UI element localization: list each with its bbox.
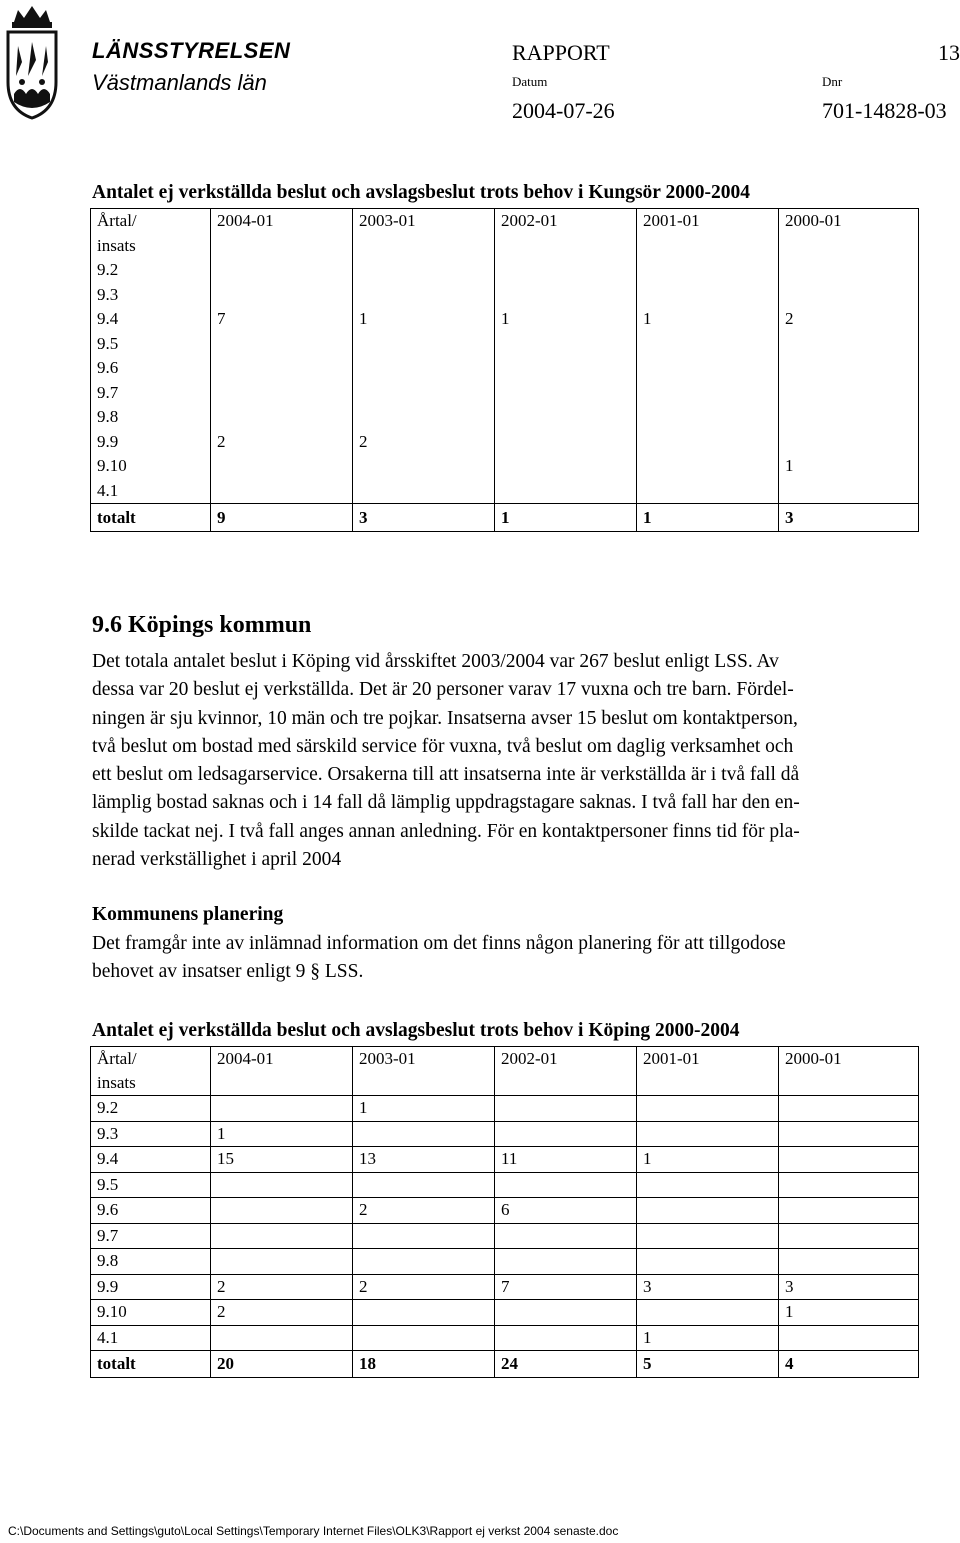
total-cell: 1 xyxy=(637,504,779,532)
table-cell xyxy=(779,356,919,381)
table-cell: 1 xyxy=(637,307,779,332)
total-cell: 9 xyxy=(211,504,353,532)
row-label-cell: 9.9 xyxy=(91,1274,211,1300)
organization-name: LÄNSSTYRELSEN xyxy=(92,38,291,63)
row-label-cell: 9.9 xyxy=(91,430,211,455)
row-label-cell: 9.10 xyxy=(91,1300,211,1326)
document-type: RAPPORT xyxy=(512,40,610,65)
column-header: 2004-01 xyxy=(211,209,353,259)
table-cell: 1 xyxy=(353,1096,495,1122)
table-cell xyxy=(211,1096,353,1122)
table-row xyxy=(91,479,919,504)
table-cell xyxy=(779,1198,919,1224)
column-header: 2000-01 xyxy=(779,1047,919,1096)
paragraph-line: lämplig bostad saknas och i 14 fall då lämplig uppdragstagare saknas. I två fall har den en- xyxy=(92,792,800,814)
table-row xyxy=(91,1274,919,1300)
table-cell xyxy=(353,405,495,430)
total-cell: 5 xyxy=(637,1351,779,1378)
table-cell xyxy=(211,1198,353,1224)
table-row xyxy=(91,381,919,406)
total-cell: 20 xyxy=(211,1351,353,1378)
table-row xyxy=(91,1096,919,1122)
paragraph-line: behovet av insatser enligt 9 § LSS. xyxy=(92,961,364,983)
table-cell xyxy=(779,1096,919,1122)
table-cell: 1 xyxy=(779,454,919,479)
row-label-cell: 4.1 xyxy=(91,479,211,504)
table-cell xyxy=(353,381,495,406)
paragraph-line: skilde tackat nej. I två fall anges annan anledning. För en kontaktpersoner finns tid för pla- xyxy=(92,820,800,842)
table-cell xyxy=(211,332,353,357)
table-cell xyxy=(211,454,353,479)
table-row xyxy=(91,454,919,479)
table-cell xyxy=(779,479,919,504)
document-dnr: 701-14828-03 xyxy=(822,98,947,123)
table-cell xyxy=(779,332,919,357)
column-header: 2003-01 xyxy=(353,1047,495,1096)
table-cell: 1 xyxy=(353,307,495,332)
row-label-cell: 4.1 xyxy=(91,1325,211,1351)
row-label-cell: 9.2 xyxy=(91,1096,211,1122)
row-label-cell: 9.4 xyxy=(91,307,211,332)
county-coat-of-arms-logo xyxy=(2,2,62,120)
table-cell xyxy=(495,1096,637,1122)
table-cell xyxy=(637,1172,779,1198)
planning-heading: Kommunens planering xyxy=(92,904,284,925)
table-cell: 2 xyxy=(211,1300,353,1326)
table-cell xyxy=(353,332,495,357)
paragraph-line: ett beslut om ledsagarservice. Orsakerna till att insatserna inte är verkställda är i två fall då xyxy=(92,764,800,786)
table-cell xyxy=(495,1223,637,1249)
table-cell xyxy=(637,430,779,455)
table-cell: 2 xyxy=(211,430,353,455)
table-cell xyxy=(353,258,495,283)
organization-county: Västmanlands län xyxy=(92,70,267,95)
table-cell xyxy=(779,1121,919,1147)
table-cell xyxy=(637,479,779,504)
table-cell xyxy=(779,1325,919,1351)
table-cell: 1 xyxy=(637,1147,779,1173)
koping-table xyxy=(90,1046,919,1378)
table-cell xyxy=(211,1249,353,1275)
table-row xyxy=(91,1172,919,1198)
table-cell: 1 xyxy=(211,1121,353,1147)
column-header: 2000-01 xyxy=(779,209,919,259)
table-cell xyxy=(637,405,779,430)
row-label-cell: 9.7 xyxy=(91,381,211,406)
table-cell xyxy=(779,1223,919,1249)
table-cell xyxy=(495,356,637,381)
paragraph-line: dessa var 20 beslut ej verkställda. Det är 20 personer varav 17 vuxna och tre barn. Fördel- xyxy=(92,679,794,701)
table-cell xyxy=(211,356,353,381)
dnr-label: Dnr xyxy=(822,74,843,89)
table-cell xyxy=(779,1172,919,1198)
table-cell xyxy=(779,381,919,406)
table-cell xyxy=(495,1325,637,1351)
table-cell xyxy=(637,381,779,406)
table-cell xyxy=(353,356,495,381)
table-cell xyxy=(495,479,637,504)
table-cell xyxy=(637,1249,779,1275)
table-cell xyxy=(495,454,637,479)
table-cell xyxy=(495,381,637,406)
table-cell: 7 xyxy=(495,1274,637,1300)
total-cell: 3 xyxy=(353,504,495,532)
table-cell xyxy=(353,283,495,308)
row-label-cell: 9.5 xyxy=(91,1172,211,1198)
total-cell: 3 xyxy=(779,504,919,532)
total-cell: 24 xyxy=(495,1351,637,1378)
column-header: 2004-01 xyxy=(211,1047,353,1096)
table-cell xyxy=(211,1172,353,1198)
row-label-cell: 9.7 xyxy=(91,1223,211,1249)
paragraph-line: ningen är sju kvinnor, 10 män och tre pojkar. Insatserna avser 15 beslut om kontaktperson, xyxy=(92,707,798,729)
table-cell xyxy=(353,1121,495,1147)
column-header: 2003-01 xyxy=(353,209,495,259)
table-cell xyxy=(495,1249,637,1275)
table-row xyxy=(91,1249,919,1275)
table-cell: 2 xyxy=(779,307,919,332)
total-cell: 1 xyxy=(495,504,637,532)
table-row xyxy=(91,356,919,381)
column-header: 2002-01 xyxy=(495,1047,637,1096)
table-cell xyxy=(353,1249,495,1275)
table-row xyxy=(91,1325,919,1351)
table-row xyxy=(91,405,919,430)
table-cell xyxy=(779,258,919,283)
table-row xyxy=(91,307,919,332)
row-label-cell: 9.6 xyxy=(91,356,211,381)
table-cell xyxy=(495,1121,637,1147)
table-row xyxy=(91,1300,919,1326)
table-cell xyxy=(779,430,919,455)
row-label-cell: 9.8 xyxy=(91,405,211,430)
table-cell xyxy=(353,454,495,479)
total-cell: 18 xyxy=(353,1351,495,1378)
table-cell xyxy=(779,1249,919,1275)
table-cell: 3 xyxy=(779,1274,919,1300)
table-cell xyxy=(637,356,779,381)
table-cell: 1 xyxy=(495,307,637,332)
paragraph-line: två beslut om bostad med särskild service för vuxna, två beslut om daglig verksamhet och xyxy=(92,735,794,757)
total-row xyxy=(91,504,919,532)
table-cell: 15 xyxy=(211,1147,353,1173)
table-cell xyxy=(211,479,353,504)
table-cell xyxy=(211,283,353,308)
table-cell xyxy=(211,381,353,406)
koping-table-title: Antalet ej verkställda beslut och avslagsbeslut trots behov i Köping 2000-2004 xyxy=(92,1020,740,1041)
table-cell xyxy=(495,405,637,430)
column-header: 2001-01 xyxy=(637,209,779,259)
kungsor-table-title: Antalet ej verkställda beslut och avslagsbeslut trots behov i Kungsör 2000-2004 xyxy=(92,182,750,203)
table-cell: 6 xyxy=(495,1198,637,1224)
column-header: 2002-01 xyxy=(495,209,637,259)
table-cell xyxy=(637,1121,779,1147)
table-cell xyxy=(779,283,919,308)
table-cell: 1 xyxy=(779,1300,919,1326)
table-cell xyxy=(495,283,637,308)
table-cell xyxy=(637,332,779,357)
table-row xyxy=(91,1121,919,1147)
table-cell: 2 xyxy=(353,430,495,455)
table-cell xyxy=(637,454,779,479)
row-label-cell: 9.2 xyxy=(91,258,211,283)
table-cell: 11 xyxy=(495,1147,637,1173)
table-cell xyxy=(211,1223,353,1249)
table-row xyxy=(91,1223,919,1249)
paragraph-line: Det totala antalet beslut i Köping vid årsskiftet 2003/2004 var 267 beslut enligt LSS. Av xyxy=(92,651,779,672)
footer-file-path: C:\Documents and Settings\guto\Local Settings\Temporary Internet Files\OLK3\Rapport ej verkst 2004 senaste.doc xyxy=(8,1524,619,1538)
table-cell xyxy=(353,1172,495,1198)
table-cell xyxy=(637,1300,779,1326)
table-cell: 3 xyxy=(637,1274,779,1300)
total-label-cell: totalt xyxy=(91,504,211,532)
planning-paragraph xyxy=(92,930,960,987)
row-label-cell: 9.3 xyxy=(91,283,211,308)
row-label-cell: 9.10 xyxy=(91,454,211,479)
document-date: 2004-07-26 xyxy=(512,98,615,123)
table-cell xyxy=(353,479,495,504)
total-row xyxy=(91,1351,919,1378)
table-cell xyxy=(779,405,919,430)
header-year-insats-cell: Årtal/ insats xyxy=(91,209,211,259)
table-cell xyxy=(637,1096,779,1122)
table-row xyxy=(91,430,919,455)
table-cell: 2 xyxy=(211,1274,353,1300)
page-number: 13 xyxy=(938,40,960,65)
table-cell xyxy=(637,1198,779,1224)
table-cell: 7 xyxy=(211,307,353,332)
table-cell xyxy=(353,1325,495,1351)
paragraph-line: Det framgår inte av inlämnad information om det finns någon planering för att tillgodose xyxy=(92,933,786,954)
table-cell xyxy=(353,1223,495,1249)
date-label: Datum xyxy=(512,74,548,89)
table-cell xyxy=(495,258,637,283)
paragraph-line: nerad verkställighet i april 2004 xyxy=(92,849,342,871)
table-cell xyxy=(637,1223,779,1249)
row-label-cell: 9.5 xyxy=(91,332,211,357)
table-row xyxy=(91,332,919,357)
table-cell xyxy=(211,405,353,430)
table-header-row xyxy=(91,209,919,259)
table-cell xyxy=(779,1147,919,1173)
column-header: 2001-01 xyxy=(637,1047,779,1096)
row-label-cell: 9.3 xyxy=(91,1121,211,1147)
total-label-cell: totalt xyxy=(91,1351,211,1378)
kungsor-table xyxy=(90,208,919,532)
table-cell xyxy=(353,1300,495,1326)
table-cell xyxy=(495,430,637,455)
row-label-cell: 9.6 xyxy=(91,1198,211,1224)
table-cell: 13 xyxy=(353,1147,495,1173)
table-cell xyxy=(211,258,353,283)
section-paragraph xyxy=(92,648,960,874)
table-cell: 1 xyxy=(637,1325,779,1351)
table-cell xyxy=(211,1325,353,1351)
table-cell xyxy=(495,332,637,357)
section-heading: 9.6 Köpings kommun xyxy=(92,612,312,638)
table-header-row xyxy=(91,1047,919,1096)
table-row xyxy=(91,1198,919,1224)
table-row xyxy=(91,1147,919,1173)
table-cell: 2 xyxy=(353,1274,495,1300)
header-year-insats-cell: Årtal/ insats xyxy=(91,1047,211,1096)
total-cell: 4 xyxy=(779,1351,919,1378)
row-label-cell: 9.8 xyxy=(91,1249,211,1275)
table-row xyxy=(91,283,919,308)
table-row xyxy=(91,258,919,283)
row-label-cell: 9.4 xyxy=(91,1147,211,1173)
table-cell xyxy=(637,283,779,308)
table-cell xyxy=(637,258,779,283)
table-cell xyxy=(495,1300,637,1326)
table-cell xyxy=(495,1172,637,1198)
table-cell: 2 xyxy=(353,1198,495,1224)
